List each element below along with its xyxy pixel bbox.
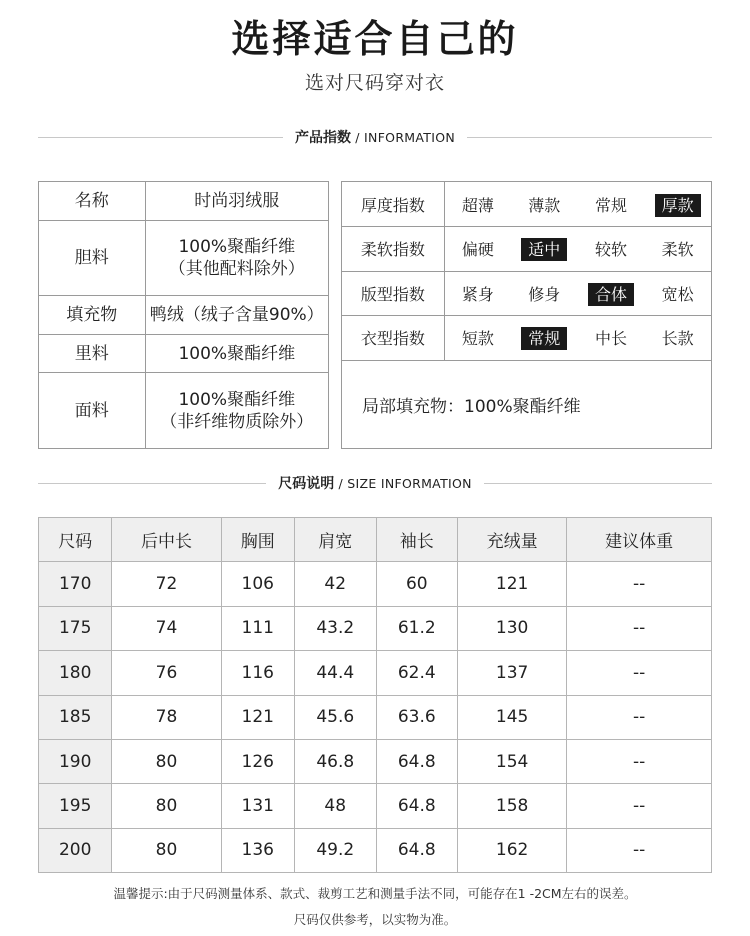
index-row	[342, 227, 711, 272]
size-value-cell: 60	[376, 562, 458, 606]
index-option-cell	[511, 271, 578, 316]
size-value-cell: 61.2	[376, 606, 458, 650]
size-value-cell: 64.8	[376, 784, 458, 828]
index-option-cell	[644, 227, 711, 272]
size-value-cell: 158	[458, 784, 567, 828]
index-name: 衣型指数	[342, 316, 444, 361]
size-label-cell: 190	[39, 739, 112, 783]
footnote-warning: 温馨提示:由于尺码测量体系、款式、裁剪工艺和测量手法不同，可能存在1 -2CM左右的误差。	[113, 886, 637, 901]
size-value-cell: 154	[458, 739, 567, 783]
product-key: 填充物	[39, 296, 146, 335]
size-value-cell: 48	[294, 784, 376, 828]
size-value-cell: 64.8	[376, 739, 458, 783]
product-value: 时尚羽绒服	[145, 182, 328, 221]
index-option: 中长	[594, 329, 627, 349]
index-option: 偏硬	[461, 240, 494, 260]
size-value-cell: 45.6	[294, 695, 376, 739]
size-header-cell: 充绒量	[458, 518, 567, 562]
index-option-selected: 厚款	[655, 194, 701, 217]
size-value-cell: --	[567, 606, 712, 650]
size-value-cell: 162	[458, 828, 567, 872]
index-option: 较软	[594, 240, 627, 260]
index-option-cell	[511, 182, 578, 227]
size-row	[39, 562, 712, 606]
size-value-cell: 121	[221, 695, 294, 739]
size-value-cell: 43.2	[294, 606, 376, 650]
index-option-cell	[644, 271, 711, 316]
index-option-cell	[578, 271, 645, 316]
size-value-cell: 46.8	[294, 739, 376, 783]
size-value-cell: 137	[458, 651, 567, 695]
size-value-cell: 80	[112, 739, 221, 783]
index-option-cell	[444, 227, 511, 272]
product-row	[39, 334, 329, 373]
size-value-cell: --	[567, 828, 712, 872]
index-option: 常规	[594, 195, 627, 215]
index-option-cell	[578, 182, 645, 227]
product-row	[39, 182, 329, 221]
index-option: 薄款	[528, 195, 561, 215]
size-value-cell: --	[567, 562, 712, 606]
size-header-cell: 袖长	[376, 518, 458, 562]
section-title-size	[266, 473, 484, 493]
size-value-cell: 62.4	[376, 651, 458, 695]
size-row	[39, 695, 712, 739]
size-row	[39, 651, 712, 695]
page-subtitle: 选对尺码穿对衣	[304, 72, 445, 94]
size-value-cell: 63.6	[376, 695, 458, 739]
index-row	[342, 316, 711, 361]
index-name: 厚度指数	[342, 182, 444, 227]
product-key: 胆料	[39, 220, 146, 296]
size-value-cell: --	[567, 651, 712, 695]
size-header-cell: 尺码	[39, 518, 112, 562]
size-row	[39, 828, 712, 872]
section-title-product	[283, 127, 467, 147]
index-name: 版型指数	[342, 271, 444, 316]
size-label-cell: 195	[39, 784, 112, 828]
section-title-cn: 产品指数	[295, 130, 351, 146]
size-label-cell: 180	[39, 651, 112, 695]
size-value-cell: 74	[112, 606, 221, 650]
index-option-cell	[644, 316, 711, 361]
product-info-table	[38, 181, 329, 449]
product-value: 100%聚酯纤维	[145, 334, 328, 373]
size-row	[39, 784, 712, 828]
size-value-cell: 44.4	[294, 651, 376, 695]
size-value-cell: --	[567, 739, 712, 783]
size-value-cell: 80	[112, 784, 221, 828]
size-value-cell: --	[567, 695, 712, 739]
index-row	[342, 271, 711, 316]
size-value-cell: 76	[112, 651, 221, 695]
size-table	[38, 517, 712, 873]
size-value-cell: 111	[221, 606, 294, 650]
size-value-cell: 131	[221, 784, 294, 828]
size-value-cell: 121	[458, 562, 567, 606]
index-option-cell	[644, 182, 711, 227]
footnote-reference: 尺码仅供参考，以实物为准。	[293, 912, 457, 927]
product-index-panel	[341, 181, 712, 449]
size-label-cell: 200	[39, 828, 112, 872]
size-value-cell: 64.8	[376, 828, 458, 872]
product-row	[39, 220, 329, 296]
size-value-cell: --	[567, 784, 712, 828]
product-row	[39, 296, 329, 335]
size-value-cell: 78	[112, 695, 221, 739]
index-option: 超薄	[461, 195, 494, 215]
section-title-cn: 尺码说明	[278, 476, 335, 492]
index-option-cell	[444, 182, 511, 227]
product-key: 名称	[39, 182, 146, 221]
size-value-cell: 145	[458, 695, 567, 739]
size-value-cell: 49.2	[294, 828, 376, 872]
size-header-cell: 胸围	[221, 518, 294, 562]
section-divider-size	[38, 473, 712, 493]
product-value: 100%聚酯纤维 （其他配料除外）	[145, 220, 328, 296]
product-row	[39, 373, 329, 449]
size-value-cell: 116	[221, 651, 294, 695]
index-option-cell	[444, 316, 511, 361]
index-option: 柔软	[661, 240, 694, 260]
product-value: 鸭绒（绒子含量90%）	[145, 296, 328, 335]
index-option-selected: 常规	[521, 327, 567, 350]
size-label-cell: 185	[39, 695, 112, 739]
index-option-cell	[511, 316, 578, 361]
section-title-en: / SIZE INFORMATION	[334, 476, 472, 491]
index-option-cell	[578, 316, 645, 361]
section-title-en: / INFORMATION	[351, 130, 455, 145]
size-value-cell: 106	[221, 562, 294, 606]
section-divider-product	[38, 127, 712, 147]
size-value-cell: 130	[458, 606, 567, 650]
size-row	[39, 739, 712, 783]
page-title: 选择适合自己的	[231, 17, 519, 61]
index-option-selected: 合体	[588, 283, 634, 306]
size-value-cell: 126	[221, 739, 294, 783]
size-row	[39, 606, 712, 650]
index-option: 紧身	[461, 284, 494, 304]
size-label-cell: 170	[39, 562, 112, 606]
index-option-cell	[578, 227, 645, 272]
local-filling-note: 局部填充物：100%聚酯纤维	[362, 397, 581, 417]
product-value: 100%聚酯纤维 （非纤维物质除外）	[145, 373, 328, 449]
index-option-cell	[444, 271, 511, 316]
size-header-cell: 肩宽	[294, 518, 376, 562]
size-value-cell: 42	[294, 562, 376, 606]
index-option: 短款	[461, 329, 494, 349]
size-value-cell: 72	[112, 562, 221, 606]
size-value-cell: 80	[112, 828, 221, 872]
index-name: 柔软指数	[342, 227, 444, 272]
product-key: 面料	[39, 373, 146, 449]
index-row	[342, 182, 711, 227]
size-label-cell: 175	[39, 606, 112, 650]
index-option: 宽松	[661, 284, 694, 304]
index-option: 修身	[528, 284, 561, 304]
index-option: 长款	[661, 329, 694, 349]
size-header-cell: 后中长	[112, 518, 221, 562]
size-value-cell: 136	[221, 828, 294, 872]
product-key: 里料	[39, 334, 146, 373]
size-header-cell: 建议体重	[567, 518, 712, 562]
index-option-selected: 适中	[521, 238, 567, 261]
index-option-cell	[511, 227, 578, 272]
